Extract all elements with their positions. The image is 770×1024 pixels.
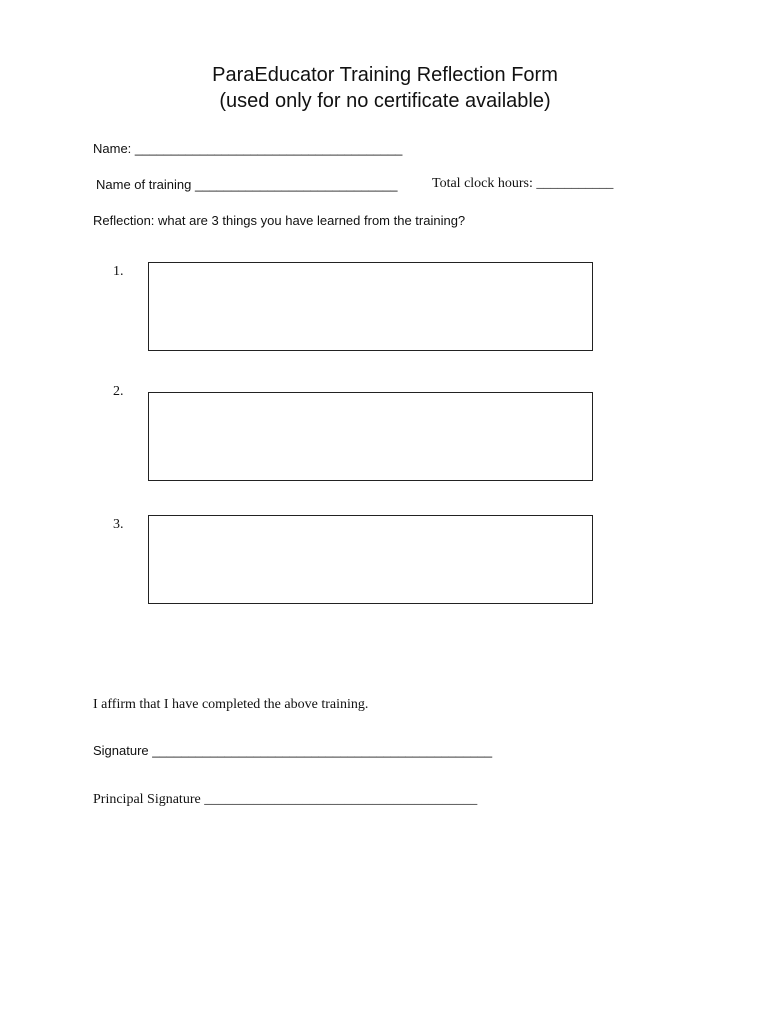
form-title: ParaEducator Training Reflection Form <box>212 64 558 86</box>
reflection-box-2[interactable] <box>148 392 593 481</box>
training-name-field[interactable]: Name of training ____________________________ <box>96 177 398 192</box>
form-subtitle: (used only for no certificate available) <box>219 90 551 112</box>
clock-hours-field[interactable]: Total clock hours: ___________ <box>432 176 614 191</box>
signature-field[interactable]: Signature _______________________________________________ <box>93 743 493 758</box>
reflection-box-1[interactable] <box>148 262 593 351</box>
item-number-2: 2. <box>113 384 124 399</box>
affirmation-statement: I affirm that I have completed the above training. <box>93 697 369 712</box>
item-number-1: 1. <box>113 264 124 279</box>
reflection-box-3[interactable] <box>148 515 593 604</box>
reflection-prompt: Reflection: what are 3 things you have learned from the training? <box>93 213 466 228</box>
principal-signature-field[interactable]: Principal Signature _______________________________________ <box>93 792 478 807</box>
name-field[interactable]: Name: _____________________________________ <box>93 141 403 156</box>
item-number-3: 3. <box>113 517 124 532</box>
